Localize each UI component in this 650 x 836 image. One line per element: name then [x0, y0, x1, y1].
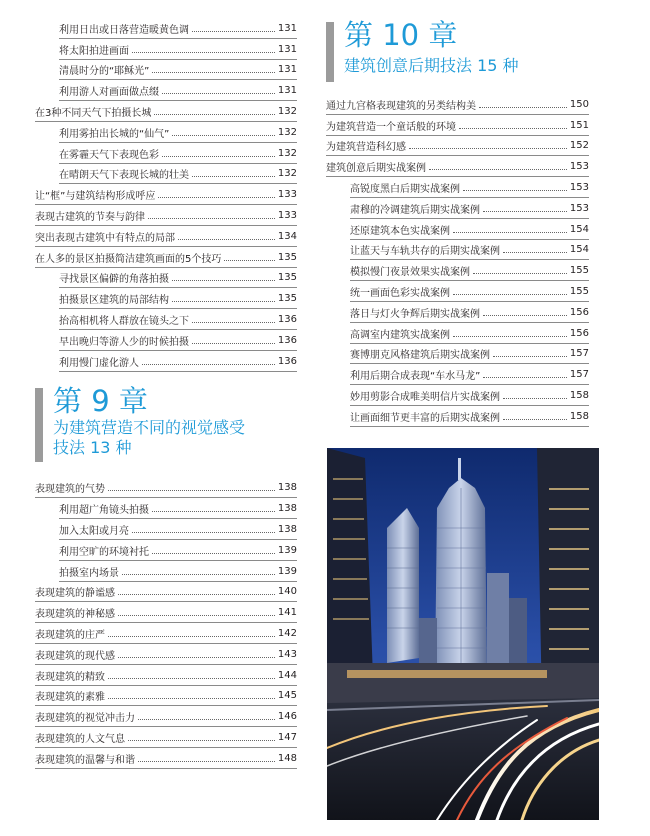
toc-subentry — [350, 385, 589, 406]
toc-entry-page: 151 — [569, 119, 589, 131]
toc-entry-title: 将太阳拍进画面 — [59, 45, 129, 57]
dot-leader — [192, 176, 275, 177]
toc-entry-title: 建筑创意后期实战案例 — [326, 163, 426, 175]
toc-subentry — [59, 122, 297, 143]
toc-entry-title: 利用空旷的环境衬托 — [59, 546, 149, 558]
toc-entry-title: 表现建筑的静谧感 — [35, 588, 115, 600]
toc-entry-page: 156 — [569, 327, 589, 339]
toc-entry — [35, 602, 297, 623]
dot-leader — [128, 740, 275, 741]
chapter-9-toc-list — [35, 478, 297, 769]
toc-entry-title: 拍摄室内场景 — [59, 567, 119, 579]
toc-subentry — [350, 302, 589, 323]
toc-entry — [35, 706, 297, 727]
dot-leader — [158, 197, 275, 198]
toc-entry-page: 138 — [277, 482, 297, 494]
toc-entry-page: 153 — [569, 182, 589, 194]
toc-entry — [35, 686, 297, 707]
toc-entry — [326, 94, 589, 115]
toc-entry-page: 135 — [277, 272, 297, 284]
toc-entry-page: 141 — [277, 607, 297, 619]
toc-subentry — [350, 198, 589, 219]
toc-entry-title: 还原建筑本色实战案例 — [350, 225, 450, 237]
toc-entry-page: 140 — [277, 586, 297, 598]
toc-entry-title: 表现建筑的气势 — [35, 484, 105, 496]
toc-subentry — [350, 240, 589, 261]
toc-entry-title: 落日与灯火争辉后期实战案例 — [350, 308, 480, 320]
toc-entry-page: 131 — [277, 43, 297, 55]
toc-entry-page: 136 — [277, 355, 297, 367]
toc-entry-title: 在3种不同天气下拍摄长城 — [35, 108, 152, 120]
toc-entry-page: 131 — [277, 64, 297, 76]
toc-entry-page: 143 — [277, 648, 297, 660]
dot-leader — [132, 52, 275, 53]
toc-entry-title: 抬高相机将人群放在镜头之下 — [59, 316, 189, 328]
chapter-number: 第 9 章 — [53, 383, 148, 418]
toc-entry-page: 138 — [277, 524, 297, 536]
toc-entry-page: 139 — [277, 544, 297, 556]
dot-leader — [453, 294, 567, 295]
dot-leader — [453, 336, 567, 337]
toc-entry — [35, 478, 297, 499]
dot-leader — [154, 114, 275, 115]
toc-entry-page: 132 — [277, 106, 297, 118]
toc-entry-title: 让“框”与建筑结构形成呼应 — [35, 191, 156, 203]
toc-entry-title: 加入太阳或月亮 — [59, 526, 129, 538]
dot-leader — [483, 211, 567, 212]
dot-leader — [503, 419, 567, 420]
toc-entry-title: 表现建筑的现代感 — [35, 650, 115, 662]
toc-entry-title: 为建筑营造科幻感 — [326, 142, 406, 154]
dot-leader — [453, 232, 567, 233]
toc-entry-page: 153 — [569, 202, 589, 214]
toc-entry — [326, 156, 589, 177]
toc-entry-title: 表现建筑的温馨与和谐 — [35, 754, 135, 766]
toc-entry-page: 131 — [277, 85, 297, 97]
dot-leader — [122, 574, 275, 575]
dot-leader — [479, 107, 567, 108]
toc-entry-title: 早出晚归等游人少的时候拍摄 — [59, 336, 189, 348]
dot-leader — [142, 364, 275, 365]
toc-entry-title: 利用慢门虚化游人 — [59, 357, 139, 369]
toc-entry — [35, 101, 297, 122]
toc-subentry — [59, 143, 297, 164]
toc-entry — [35, 247, 297, 268]
dot-leader — [493, 356, 567, 357]
toc-entry-title: 在人多的景区拍摄简洁建筑画面的5个技巧 — [35, 253, 222, 265]
toc-entry-title: 表现建筑的视觉冲击力 — [35, 713, 135, 725]
dot-leader — [172, 280, 275, 281]
right-column — [326, 18, 589, 427]
toc-entry-title: 统一画面色彩实战案例 — [350, 288, 450, 300]
dot-leader — [118, 594, 275, 595]
dot-leader — [152, 72, 275, 73]
dot-leader — [172, 135, 275, 136]
dot-leader — [473, 273, 567, 274]
toc-subentry — [59, 309, 297, 330]
dot-leader — [152, 511, 275, 512]
chapter-bar — [35, 388, 43, 462]
city-night-photo — [327, 448, 599, 820]
toc-entry-page: 142 — [277, 628, 297, 640]
toc-entry-page: 148 — [277, 752, 297, 764]
toc-subentry — [350, 260, 589, 281]
toc-entry — [35, 226, 297, 247]
toc-entry-title: 表现建筑的精致 — [35, 671, 105, 683]
toc-entry-page: 144 — [277, 669, 297, 681]
toc-subentry — [59, 561, 297, 582]
toc-entry-page: 157 — [569, 369, 589, 381]
dot-leader — [178, 239, 275, 240]
toc-entry-page: 155 — [569, 286, 589, 298]
toc-subentry — [350, 281, 589, 302]
toc-list-continued — [35, 18, 297, 372]
dot-leader — [108, 678, 275, 679]
toc-entry-page: 133 — [277, 210, 297, 222]
chapter-title: 建筑创意后期技法 15 种 — [344, 56, 519, 75]
dot-leader — [138, 719, 275, 720]
chapter-title-line2: 技法 13 种 — [53, 437, 132, 457]
toc-entry-title: 让蓝天与车轨共存的后期实战案例 — [350, 246, 500, 258]
dot-leader — [224, 260, 275, 261]
toc-entry — [35, 665, 297, 686]
toc-entry-title: 利用游人对画面做点缀 — [59, 87, 159, 99]
toc-entry-page: 146 — [277, 711, 297, 723]
toc-entry-page: 158 — [569, 410, 589, 422]
toc-entry — [35, 623, 297, 644]
toc-entry-title: 高锐度黑白后期实战案例 — [350, 184, 460, 196]
dot-leader — [132, 532, 275, 533]
dot-leader — [503, 252, 567, 253]
toc-entry-page: 153 — [569, 161, 589, 173]
toc-entry-title: 利用后期合成表现“车水马龙” — [350, 371, 481, 383]
toc-entry-page: 156 — [569, 306, 589, 318]
toc-entry-page: 155 — [569, 265, 589, 277]
dot-leader — [409, 148, 567, 149]
toc-entry-page: 139 — [277, 565, 297, 577]
toc-entry-title: 利用超广角镜头拍摄 — [59, 505, 149, 517]
toc-entry-title: 表现古建筑的节奏与韵律 — [35, 212, 145, 224]
toc-entry-title: 高调室内建筑实战案例 — [350, 329, 450, 341]
dot-leader — [138, 761, 275, 762]
dot-leader — [172, 301, 275, 302]
toc-entry-page: 132 — [277, 168, 297, 180]
toc-subentry — [59, 164, 297, 185]
toc-entry — [35, 582, 297, 603]
toc-entry-title: 表现建筑的素雅 — [35, 692, 105, 704]
toc-entry-title: 妙用剪影合成唯美明信片实战案例 — [350, 392, 500, 404]
toc-subentry — [59, 288, 297, 309]
toc-entry-title: 表现建筑的人文气息 — [35, 734, 125, 745]
toc-entry-title: 为建筑营造一个童话般的环境 — [326, 121, 456, 133]
dot-leader — [118, 657, 275, 658]
chapter-bar — [326, 22, 334, 82]
toc-entry-title: 寻找景区偏僻的角落拍摄 — [59, 274, 169, 286]
dot-leader — [192, 31, 275, 32]
toc-entry-page: 132 — [277, 126, 297, 138]
toc-entry-title: 肃穆的冷调建筑后期实战案例 — [350, 204, 480, 216]
dot-leader — [162, 93, 275, 94]
toc-subentry — [59, 60, 297, 81]
dot-leader — [429, 169, 567, 170]
toc-entry-page: 147 — [277, 732, 297, 743]
toc-entry-title: 在雾霾天气下表现色彩 — [59, 149, 159, 161]
toc-subentry — [350, 219, 589, 240]
toc-subentry — [350, 364, 589, 385]
dot-leader — [118, 615, 275, 616]
toc-entry — [35, 644, 297, 665]
toc-entry-title: 表现建筑的庄严 — [35, 630, 105, 642]
toc-subentry — [59, 540, 297, 561]
toc-entry — [35, 184, 297, 205]
chapter-10-heading — [326, 18, 589, 76]
chapter-10-toc-list — [326, 94, 589, 427]
dot-leader — [152, 553, 275, 554]
toc-entry-page: 152 — [569, 140, 589, 152]
toc-entry — [326, 115, 589, 136]
dot-leader — [503, 398, 567, 399]
toc-subentry — [350, 344, 589, 365]
toc-subentry — [59, 80, 297, 101]
left-column — [35, 18, 297, 769]
toc-subentry — [59, 519, 297, 540]
toc-entry-page: 138 — [277, 503, 297, 515]
toc-entry-title: 清晨时分的“耶稣光” — [59, 66, 150, 78]
toc-entry-page: 154 — [569, 223, 589, 235]
toc-entry-page: 131 — [277, 22, 297, 34]
dot-leader — [108, 490, 275, 491]
toc-entry — [35, 205, 297, 226]
row-rule — [350, 426, 589, 427]
toc-entry-page: 135 — [277, 251, 297, 263]
dot-leader — [162, 156, 275, 157]
dot-leader — [108, 698, 275, 699]
dot-leader — [148, 218, 275, 219]
toc-subentry — [59, 18, 297, 39]
toc-entry-title: 利用雾拍出长城的“仙气” — [59, 128, 170, 140]
toc-subentry — [59, 39, 297, 60]
toc-entry-page: 157 — [569, 348, 589, 360]
toc-subentry — [59, 268, 297, 289]
toc-subentry — [59, 330, 297, 351]
toc-entry-page: 150 — [569, 98, 589, 110]
toc-entry-page: 135 — [277, 293, 297, 305]
toc-entry — [35, 727, 297, 748]
toc-subentry — [350, 323, 589, 344]
dot-leader — [483, 377, 567, 378]
dot-leader — [483, 315, 567, 316]
toc-entry-title: 模拟慢门夜景效果实战案例 — [350, 267, 470, 279]
toc-entry-page: 136 — [277, 314, 297, 326]
dot-leader — [108, 636, 275, 637]
chapter-number: 第 10 章 — [344, 18, 458, 52]
toc-subentry — [59, 351, 297, 372]
toc-entry-page: 132 — [277, 147, 297, 159]
toc-entry-title: 赛博朋克风格建筑后期实战案例 — [350, 350, 490, 362]
toc-entry-title: 通过九宫格表现建筑的另类结构美 — [326, 100, 476, 112]
toc-entry-title: 突出表现古建筑中有特点的局部 — [35, 232, 175, 244]
dot-leader — [463, 190, 567, 191]
toc-entry-title: 利用日出或日落营造暖黄色调 — [59, 24, 189, 36]
toc-entry-page: 154 — [569, 244, 589, 256]
toc-entry-page: 145 — [277, 690, 297, 702]
toc-entry-page: 133 — [277, 189, 297, 201]
toc-entry — [326, 136, 589, 157]
toc-entry-title: 让画面细节更丰富的后期实战案例 — [350, 412, 500, 424]
toc-entry-title: 在晴朗天气下表现长城的壮美 — [59, 170, 189, 182]
city-night-illustration — [327, 448, 599, 820]
toc-subentry — [350, 177, 589, 198]
row-rule — [59, 371, 297, 372]
toc-entry-title: 拍摄景区建筑的局部结构 — [59, 295, 169, 307]
toc-subentry — [350, 406, 589, 427]
toc-subentry — [59, 498, 297, 519]
toc-entry-page: 158 — [569, 390, 589, 402]
row-rule — [35, 768, 297, 769]
dot-leader — [192, 343, 275, 344]
chapter-title-line1: 为建筑营造不同的视觉感受 — [53, 417, 246, 437]
chapter-9-heading — [35, 384, 297, 458]
dot-leader — [459, 128, 567, 129]
toc-entry-page: 136 — [277, 334, 297, 346]
toc-entry-title: 表现建筑的神秘感 — [35, 609, 115, 621]
dot-leader — [192, 322, 275, 323]
toc-entry — [35, 748, 297, 769]
toc-entry-page: 134 — [277, 230, 297, 242]
